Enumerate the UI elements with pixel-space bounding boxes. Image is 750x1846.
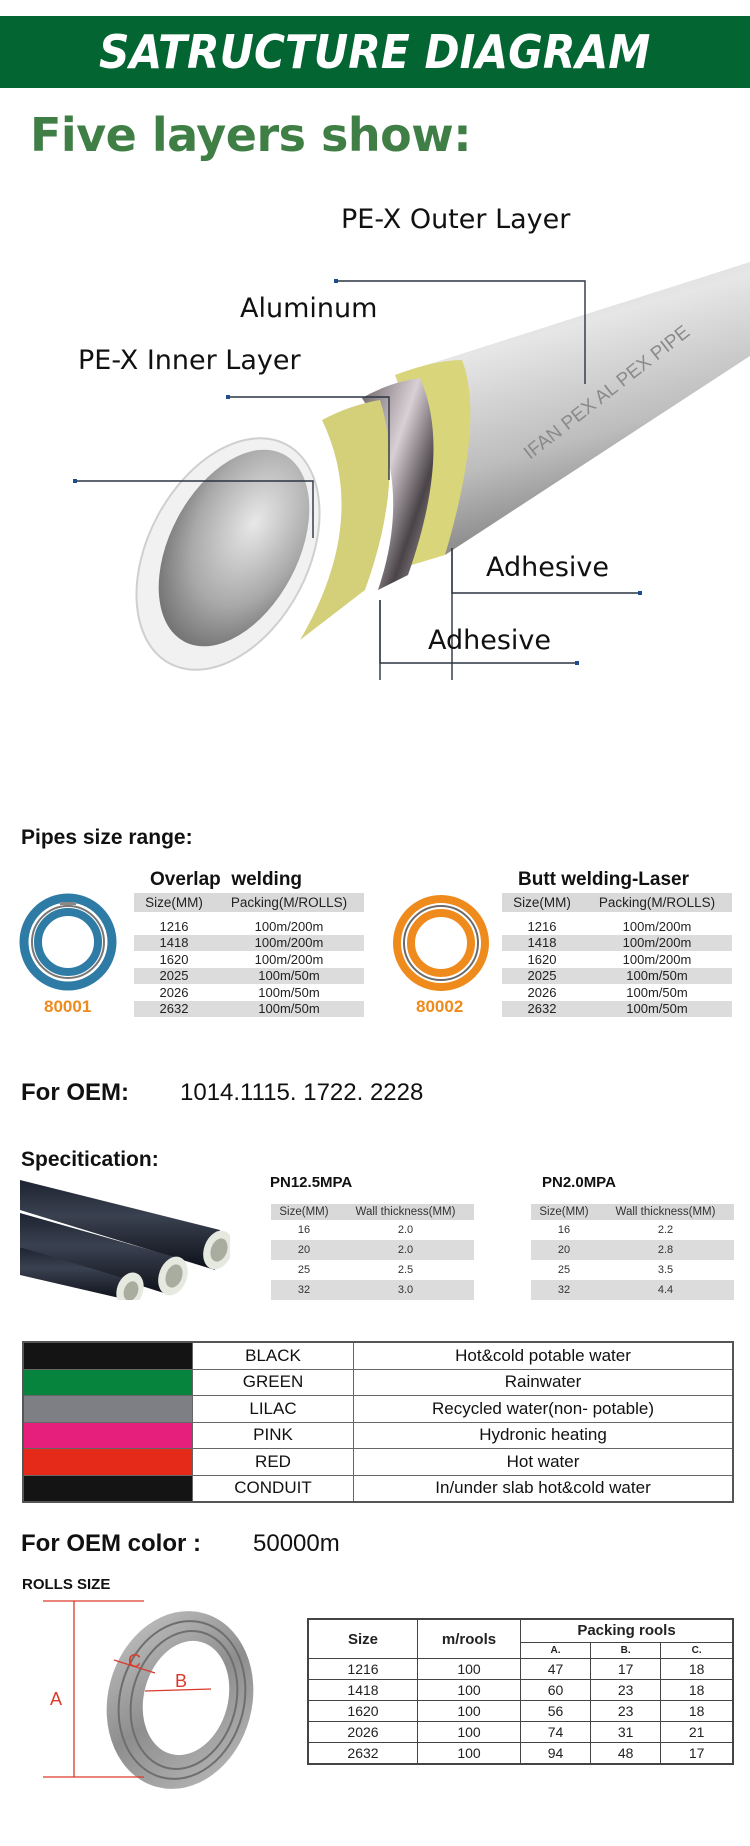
table-row: 1418 100 60 23 18 [308,1680,733,1701]
overlap-ring-icon [18,892,118,992]
table-row: 2632 100 94 48 17 [308,1743,733,1765]
oem-label: For OEM: [21,1079,129,1106]
table-row: 20 2.0 [271,1240,474,1260]
table-row [23,1449,733,1476]
oem-color-label: For OEM color : [21,1530,201,1557]
intro-heading: Five layers show: [30,108,472,162]
color-swatch [23,1475,193,1502]
table-row [23,1475,733,1502]
table-row: 2025 100m/50m [502,968,732,985]
table-row: 25 2.5 [297,1264,414,1276]
color-use: Hydronic heating [354,1422,734,1449]
table-row: 2026 100 74 31 21 [308,1722,733,1743]
banner-title: SATRUCTURE DIAGRAM [99,25,651,79]
label-adhesive-inner: Adhesive [428,625,552,656]
color-swatch [23,1422,193,1449]
overlap-title: Overlap welding [150,869,303,890]
size-range-heading: Pipes size range: [21,826,193,849]
label-aluminum: Aluminum [240,293,378,324]
title-banner [0,16,750,88]
dimension-b: B [175,1671,188,1691]
color-name: LILAC [193,1396,354,1423]
table-row: 2632 100m/50m [502,1001,732,1018]
specification-heading: Specitication: [21,1148,159,1171]
pn125-title: PN12.5MPA [270,1174,353,1191]
color-swatch [23,1449,193,1476]
table-row [23,1342,733,1369]
table-row [23,1422,733,1449]
pipe-print: IFAN PEX AL PEX PIPE [520,321,694,464]
table-row: 1620 100m/200m [159,951,324,967]
butt-title: Butt welding-Laser [518,869,690,890]
butt-ring-icon [391,893,491,993]
adhesive-leader-lines [0,540,750,680]
butt-code: 80002 [416,997,464,1016]
oem-color-value: 50000m [253,1530,340,1557]
color-name: GREEN [193,1369,354,1396]
color-use: Hot&cold potable water [354,1342,734,1369]
packing-rolls-table: Size m/rools Packing rools A. B. C. 1216 100 47 17 18 1418 100 60 23 18 1620 100 56 23 18 2026 100 74 31 21 2632 100 94 48 17 [307,1618,734,1765]
color-swatch [23,1396,193,1423]
color-name: CONDUIT [193,1475,354,1502]
color-use: In/under slab hot&cold water [354,1475,734,1502]
table-row: 32 3.0 [271,1280,474,1300]
color-name: BLACK [193,1342,354,1369]
label-inner-layer: PE-X Inner Layer [78,345,301,376]
label-outer-layer: PE-X Outer Layer [341,204,571,235]
dimension-a: A [50,1689,63,1709]
color-use: Rainwater [354,1369,734,1396]
color-use: Hot water [354,1449,734,1476]
table-row [23,1396,733,1423]
overlap-size-table: Size(MM) Packing(M/ROLLS) 1216 100m/200m 1418 100m/200m 1620 100m/200m 2025 100m/50m 2026 100m/50m 2632 100m/50m [134,893,364,1017]
table-row: 1418 100m/200m [134,935,364,952]
rolls-size-heading: ROLLS SIZE [22,1576,111,1593]
color-swatch [23,1342,193,1369]
color-usage-table [22,1341,734,1503]
table-row: 1418 100m/200m [502,935,732,952]
table-row: 1216 100m/200m [159,918,324,934]
black-pipes-image [20,1175,230,1300]
table-row: 20 2.8 [531,1240,734,1260]
table-row: 2632 100m/50m [134,1001,364,1018]
table-row: 16 2.2 [557,1224,674,1236]
color-swatch [23,1369,193,1396]
table-row: 2026 100m/50m [527,984,688,1000]
table-row: 1216 100m/200m [527,918,692,934]
table-row: 16 2.0 [297,1224,414,1236]
table-row: 25 3.5 [557,1264,674,1276]
pn125-table: Size(MM) Wall thickness(MM) 16 2.0 20 2.0 25 2.5 32 3.0 [271,1204,474,1300]
color-use: Recycled water(non- potable) [354,1396,734,1423]
overlap-code: 80001 [44,997,92,1016]
oem-value: 1014.1115. 1722. 2228 [180,1079,424,1106]
butt-size-table: Size(MM) Packing(M/ROLLS) 1216 100m/200m 1418 100m/200m 1620 100m/200m 2025 100m/50m 2026 100m/50m 2632 100m/50m [502,893,732,1017]
dimension-c: C [128,1651,141,1671]
table-row [23,1369,733,1396]
pn20-title: PN2.0MPA [542,1174,616,1191]
table-row: 32 4.4 [531,1280,734,1300]
table-row: 2026 100m/50m [159,984,320,1000]
pn20-table: Size(MM) Wall thickness(MM) 16 2.2 20 2.8 25 3.5 32 4.4 [531,1204,734,1300]
coil-dimension-diagram [30,1595,280,1795]
table-row: 1620 100 56 23 18 [308,1701,733,1722]
table-row: 1620 100m/200m [527,951,692,967]
label-adhesive-outer: Adhesive [486,552,610,583]
color-name: PINK [193,1422,354,1449]
color-name: RED [193,1449,354,1476]
table-row: 1216 100 47 17 18 [308,1659,733,1680]
table-row: 2025 100m/50m [134,968,364,985]
